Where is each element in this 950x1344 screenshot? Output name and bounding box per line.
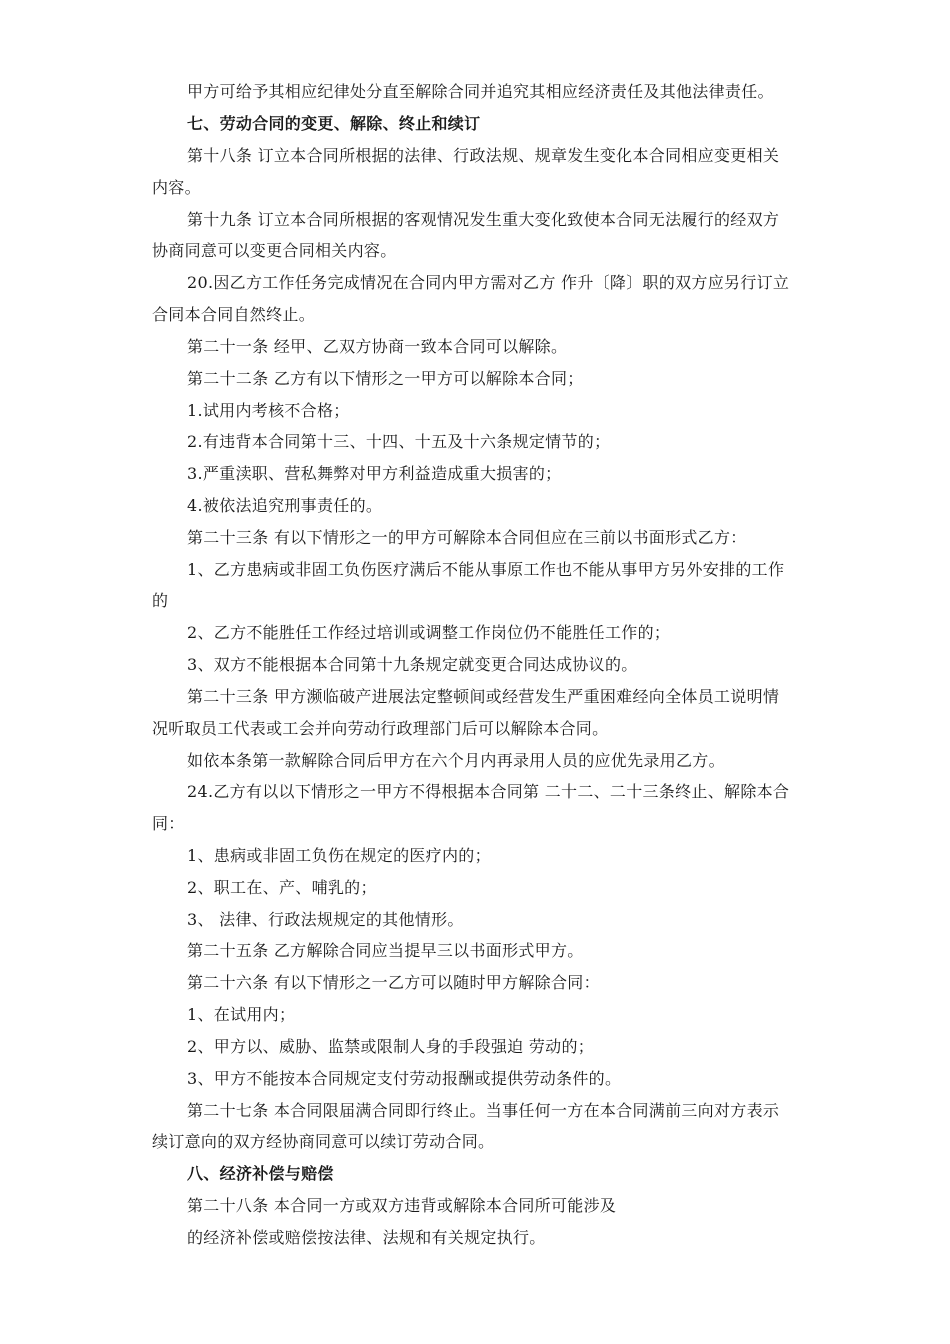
list-item: 3、双方不能根据本合同第十九条规定就变更合同达成协议的。 [187,655,638,674]
paragraph-line: 协商同意可以变更合同相关内容。 [152,241,397,260]
section-heading: 八、经济补偿与赔偿 [187,1164,334,1183]
list-item: 2、职工在、产、哺乳的； [187,878,377,897]
list-item: 2、甲方以、威胁、监禁或限制人身的手段强迫 劳动的； [187,1037,595,1056]
paragraph-line: 24.乙方有以以下情形之一甲方不得根据本合同第 二十二、二十三条终止、解除本合 [187,782,790,801]
list-item: 的 [152,591,169,610]
paragraph-line: 第二十三条 有以下情形之一的甲方可解除本合同但应在三前以书面形式乙方： [187,528,747,547]
paragraph-line: 第二十三条 甲方濒临破产进展法定整顿间或经营发生严重困难经向全体员工说明情 [187,687,780,706]
paragraph-line: 甲方可给予其相应纪律处分直至解除合同并追究其相应经济责任及其他法律责任。 [187,82,774,101]
list-item: 2.有违背本合同第十三、十四、十五及十六条规定情节的； [187,432,611,451]
paragraph-line: 内容。 [152,178,201,197]
list-item: 3、 法律、行政法规规定的其他情形。 [187,910,464,929]
paragraph-line: 如依本条第一款解除合同后甲方在六个月内再录用人员的应优先录用乙方。 [187,751,725,770]
paragraph-line: 第二十八条 本合同一方或双方违背或解除本合同所可能涉及 [187,1196,617,1215]
paragraph-line: 第二十二条 乙方有以下情形之一甲方可以解除本合同； [187,369,584,388]
paragraph-line: 第十九条 订立本合同所根据的客观情况发生重大变化致使本合同无法履行的经双方 [187,210,780,229]
list-item: 3、甲方不能按本合同规定支付劳动报酬或提供劳动条件的。 [187,1069,622,1088]
paragraph-line: 同： [152,814,185,833]
list-item: 1、患病或非固工负伤在规定的医疗内的； [187,846,491,865]
list-item: 4.被依法追究刑事责任的。 [187,496,383,515]
paragraph-line: 第二十一条 经甲、乙双方协商一致本合同可以解除。 [187,337,568,356]
list-item: 3.严重渎职、营私舞弊对甲方利益造成重大损害的； [187,464,562,483]
paragraph-line: 20.因乙方工作任务完成情况在合同内甲方需对乙方 作升〔降〕职的双方应另行订立 [187,273,790,292]
paragraph-line: 第二十七条 本合同限届满合同即行终止。当事任何一方在本合同满前三向对方表示 [187,1101,780,1120]
paragraph-line: 合同本合同自然终止。 [152,305,316,324]
list-item: 1.试用内考核不合格； [187,401,350,420]
list-item: 2、乙方不能胜任工作经过培训或调整工作岗位仍不能胜任工作的； [187,623,671,642]
paragraph-line: 第二十五条 乙方解除合同应当提早三以书面形式甲方。 [187,941,584,960]
paragraph-line: 的经济补偿或赔偿按法律、法规和有关规定执行。 [187,1228,546,1247]
paragraph-line: 况听取员工代表或工会并向劳动行政理部门后可以解除本合同。 [152,719,609,738]
section-heading: 七、劳动合同的变更、解除、终止和续订 [187,114,481,133]
list-item: 1、在试用内； [187,1005,296,1024]
paragraph-line: 第十八条 订立本合同所根据的法律、行政法规、规章发生变化本合同相应变更相关 [187,146,780,165]
list-item: 1、乙方患病或非固工负伤医疗满后不能从事原工作也不能从事甲方另外安排的工作 [187,560,785,579]
paragraph-line: 续订意向的双方经协商同意可以续订劳动合同。 [152,1132,495,1151]
paragraph-line: 第二十六条 有以下情形之一乙方可以随时甲方解除合同： [187,973,600,992]
